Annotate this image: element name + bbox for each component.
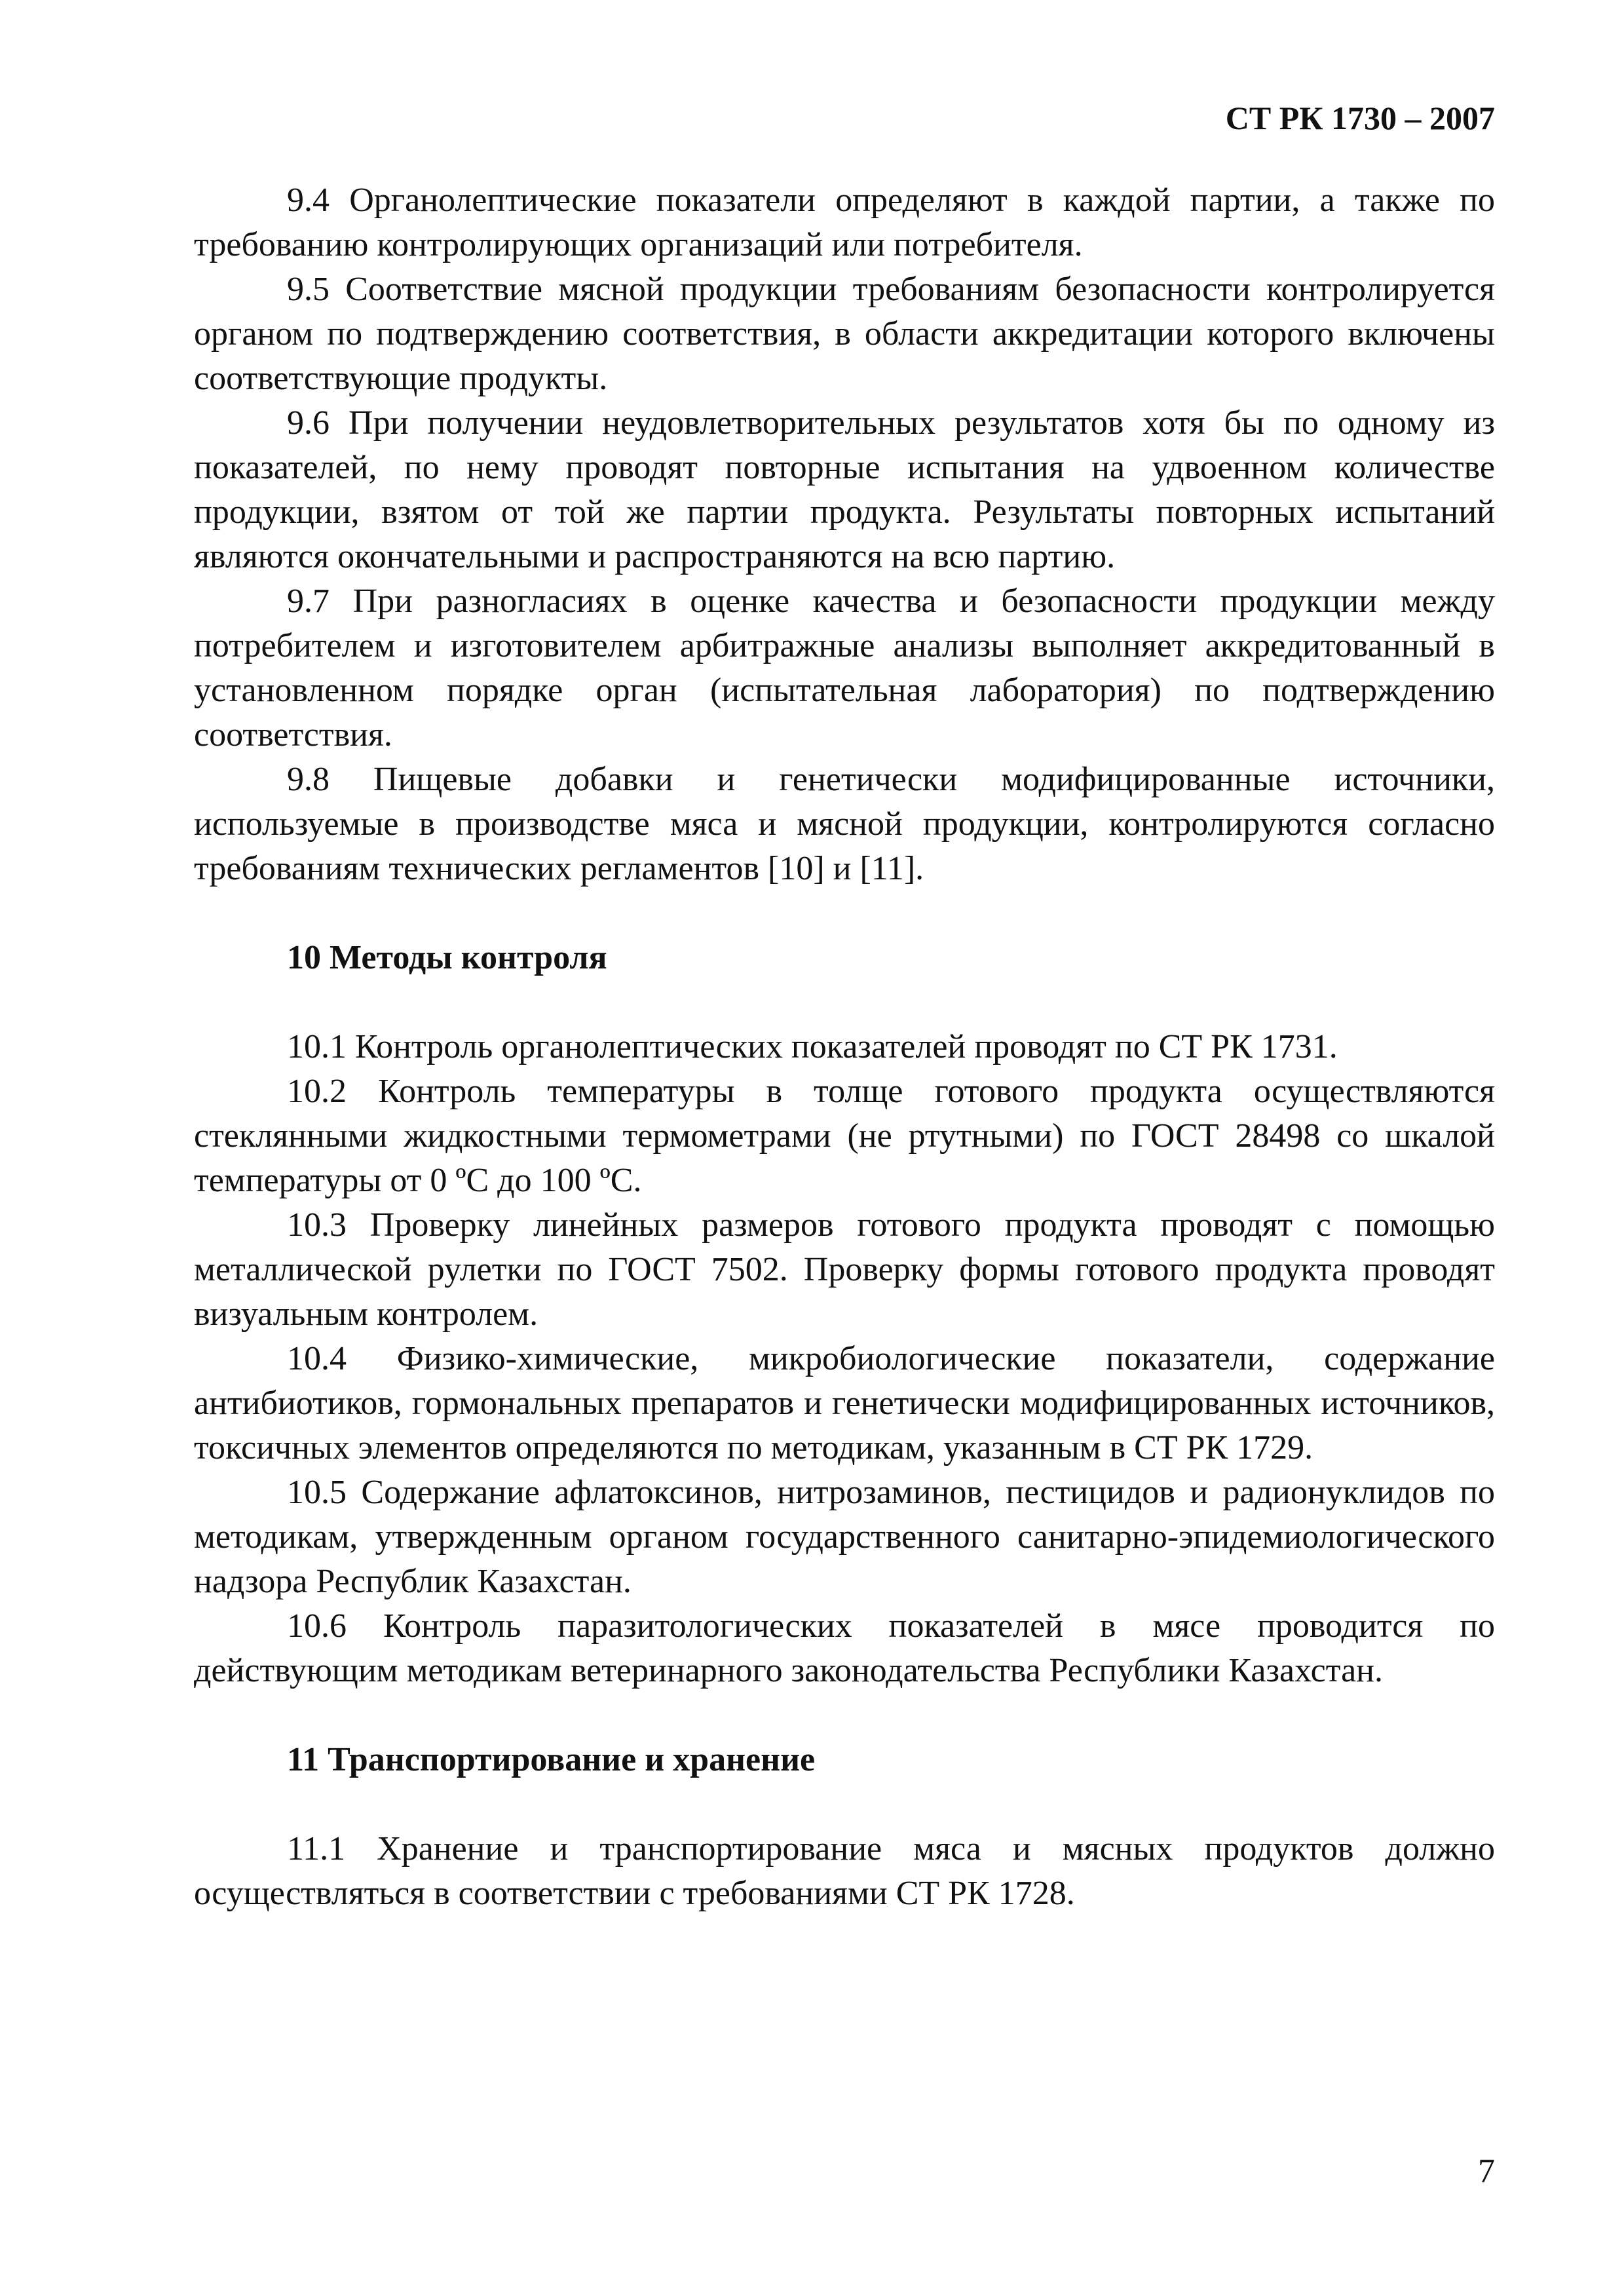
paragraph-9-7: 9.7 При разногласиях в оценке качества и безопасности продукции между потребителем и изготовителем арбитражные анализы выполняет аккредитованный в установленном порядке орган (испытательная лаборатория) по подтверждению соответствия. [194, 583, 1495, 754]
paragraph-10-2: 10.2 Контроль температуры в толще готового продукта осуществляются стеклянными жидкостными термометрами (не ртутными) по ГОСТ 28498 со шкалой температуры от 0 ºС до 100 ºС. [194, 1073, 1495, 1199]
paragraph-9-8: 9.8 Пищевые добавки и генетически модифицированные источники, используемые в производстве мяса и мясной продукции, контролируются согласно требованиям технических регламентов [10] и [11]. [194, 761, 1495, 887]
paragraph-9-6: 9.6 При получении неудовлетворительных результатов хотя бы по одному из показателей, по нему проводят повторные испытания на удвоенном количестве продукции, взятом от той же партии продукта. Результаты повторных испытаний являются окончательными и распространяются на всю партию. [194, 404, 1495, 575]
paragraph-10-4: 10.4 Физико-химические, микробиологические показатели, содержание антибиотиков, гормональных препаратов и генетически модифицированных источников, токсичных элементов определяются по методикам, указанным в СТ РК 1729. [194, 1340, 1495, 1466]
paragraph-10-3: 10.3 Проверку линейных размеров готового продукта проводят с помощью металлической рулетки по ГОСТ 7502. Проверку формы готового продукта проводят визуальным контролем. [194, 1206, 1495, 1333]
section-10-heading: 10 Методы контроля [287, 939, 607, 976]
document-code-header: СТ РК 1730 – 2007 [1225, 100, 1495, 136]
paragraph-9-5: 9.5 Соответствие мясной продукции требованиям безопасности контролируется органом по подтверждению соответствия, в области аккредитации которого включены соответствующие продукты. [194, 271, 1495, 397]
paragraph-10-5: 10.5 Содержание афлатоксинов, нитрозаминов, пестицидов и радионуклидов по методикам, утвержденным органом государственного санитарно-эпидемиологического надзора Республик Казахстан. [194, 1474, 1495, 1600]
paragraph-9-4: 9.4 Органолептические показатели определяют в каждой партии, а также по требованию контролирующих организаций или потребителя. [194, 182, 1495, 263]
section-11-heading: 11 Транспортирование и хранение [287, 1741, 816, 1778]
paragraph-10-1: 10.1 Контроль органолептических показателей проводят по СТ РК 1731. [287, 1028, 1338, 1065]
paragraph-10-6: 10.6 Контроль паразитологических показателей в мясе проводится по действующим методикам ветеринарного законодательства Республики Казахстан. [194, 1607, 1495, 1689]
page-number: 7 [1478, 2152, 1495, 2190]
document-body [194, 178, 1495, 1916]
paragraph-11-1: 11.1 Хранение и транспортирование мяса и мясных продуктов должно осуществляться в соответствии с требованиями СТ РК 1728. [194, 1830, 1495, 1912]
